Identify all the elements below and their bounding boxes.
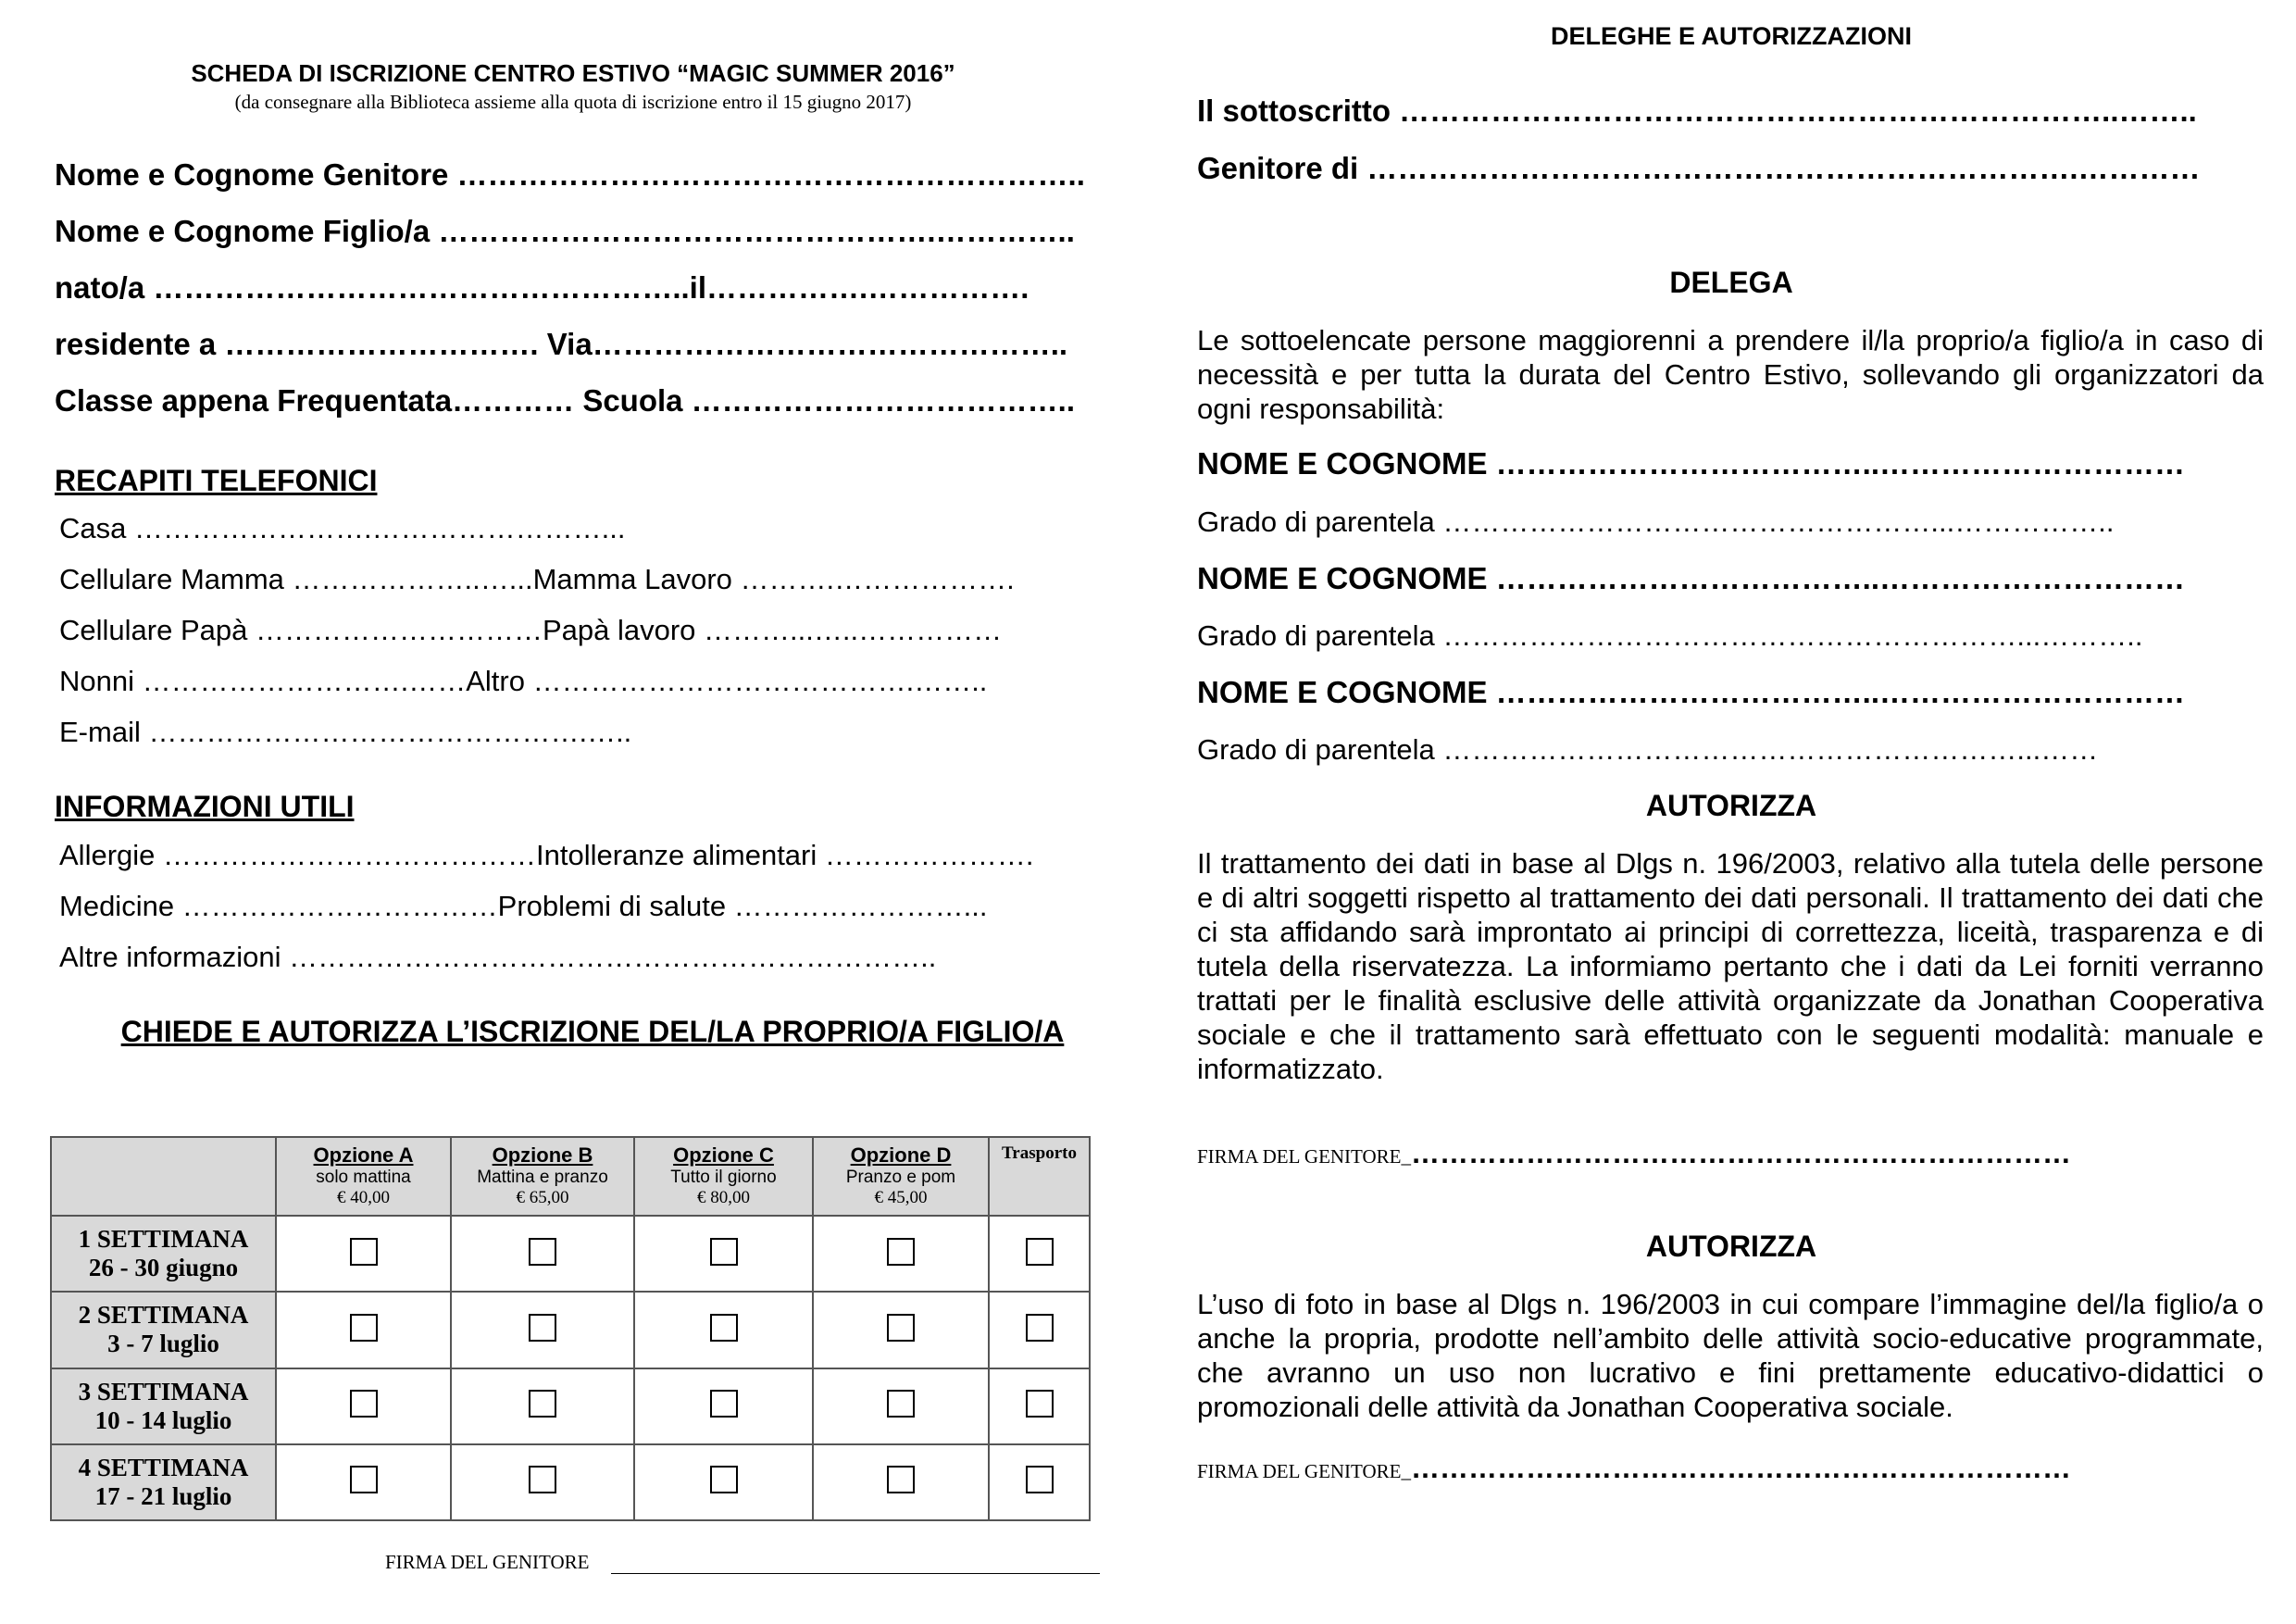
allergies-field[interactable]: Allergie …………………………………Intolleranze alimentari …………………. bbox=[59, 839, 1034, 871]
delegate-relation-field[interactable]: Grado di parentela ……………………………………………………...……….. bbox=[1197, 619, 2143, 652]
useful-info-heading: INFORMAZIONI UTILI bbox=[55, 790, 355, 823]
privacy-signature[interactable]: FIRMA DEL GENITORE_…………………………………………………………… bbox=[1197, 1137, 2071, 1169]
delegate-name-field[interactable]: NOME E COGNOME ………………………………..………………………… bbox=[1197, 561, 2186, 595]
delegate-relation-field[interactable]: Grado di parentela ……………………………………………...…………….. bbox=[1197, 506, 2115, 538]
delegate-name-field[interactable]: NOME E COGNOME ………………………………..………………………… bbox=[1197, 675, 2186, 709]
options-header-row bbox=[51, 1137, 1090, 1216]
week-label: 2 SETTIMANA 3 - 7 luglio bbox=[51, 1292, 276, 1368]
week4-option-c-checkbox[interactable] bbox=[710, 1466, 738, 1493]
week3-option-b-checkbox[interactable] bbox=[529, 1390, 556, 1418]
delega-text: Le sottoelencate persone maggiorenni a prendere il/la proprio/a figlio/a in caso di necessità e per tutta la durata del Centro Estivo, sollevando gli organizzatori da ogni responsabilità: bbox=[1197, 324, 2264, 425]
delegate-name-field[interactable]: NOME E COGNOME ………………………………..………………………… bbox=[1197, 446, 2186, 481]
week-label: 4 SETTIMANA 17 - 21 luglio bbox=[51, 1444, 276, 1520]
residence-field[interactable]: residente a …………………………. Via……………………………………….. bbox=[55, 327, 1068, 361]
week-label: 3 SETTIMANA 10 - 14 luglio bbox=[51, 1368, 276, 1444]
week2-transport-checkbox[interactable] bbox=[1026, 1314, 1054, 1342]
autorizza-heading: AUTORIZZA bbox=[1645, 789, 1817, 822]
delega-heading: DELEGA bbox=[1669, 266, 1793, 299]
week1-option-d-checkbox[interactable] bbox=[887, 1238, 915, 1266]
option-a-header: Opzione A solo mattina € 40,00 bbox=[276, 1137, 451, 1216]
week-row bbox=[51, 1216, 1090, 1292]
privacy-text: Il trattamento dei dati in base al Dlgs n. 196/2003, relativo alla tutela delle persone e di altri soggetti rispetto al trattamento dei dati personali. Il trattamento dei dati che ci sta affidando sarà improntato ai principi di correttezza, liceità, trasparenza e di tutela della riservatezza. La informiamo pertanto che i dati da Lei forniti verranno trattati per le finalità esclusive delle attività organizzate da Jonathan Cooperativa sociale e che il trattamento sarà effettuato con le seguenti modalità: manuale e informatizzato. bbox=[1197, 847, 2264, 1085]
birth-field[interactable]: nato/a ……………………………………………..il…………….……………. bbox=[55, 270, 1029, 305]
delegate-relation-field[interactable]: Grado di parentela ……………………………………………………...…… bbox=[1197, 733, 2099, 766]
delegations-title: DELEGHE E AUTORIZZAZIONI bbox=[1550, 22, 1912, 50]
option-b-header: Opzione B Mattina e pranzo € 65,00 bbox=[451, 1137, 634, 1216]
other-info-field[interactable]: Altre informazioni ………………………………………………………….. bbox=[59, 941, 937, 973]
week4-option-b-checkbox[interactable] bbox=[529, 1466, 556, 1493]
mother-phone-field[interactable]: Cellulare Mamma ………………..…...Mamma Lavoro ……….………………. bbox=[59, 563, 1015, 595]
option-c-header: Opzione C Tutto il giorno € 80,00 bbox=[634, 1137, 813, 1216]
medicines-field[interactable]: Medicine ……………………………Problemi di salute ……………………... bbox=[59, 890, 988, 922]
form-subtitle: (da consegnare alla Biblioteca assieme alla quota di iscrizione entro il 15 giugno 2017) bbox=[234, 91, 912, 113]
phone-contacts-heading: RECAPITI TELEFONICI bbox=[55, 464, 378, 497]
week4-option-a-checkbox[interactable] bbox=[350, 1466, 378, 1493]
week3-option-c-checkbox[interactable] bbox=[710, 1390, 738, 1418]
week2-option-a-checkbox[interactable] bbox=[350, 1314, 378, 1342]
week1-option-b-checkbox[interactable] bbox=[529, 1238, 556, 1266]
week2-option-d-checkbox[interactable] bbox=[887, 1314, 915, 1342]
home-phone-field[interactable]: Casa …………………….……………………... bbox=[59, 512, 626, 544]
week1-transport-checkbox[interactable] bbox=[1026, 1238, 1054, 1266]
father-phone-field[interactable]: Cellulare Papà …………………………Papà lavoro ………...…..…………… bbox=[59, 614, 1003, 646]
week-row bbox=[51, 1444, 1090, 1520]
signature-line[interactable] bbox=[611, 1573, 1100, 1574]
week3-option-d-checkbox[interactable] bbox=[887, 1390, 915, 1418]
enrollment-request-heading: CHIEDE E AUTORIZZA L’ISCRIZIONE DEL/LA PROPRIO/A FIGLIO/A bbox=[120, 1015, 1065, 1048]
week-row bbox=[51, 1292, 1090, 1368]
photo-consent-text: L’uso di foto in base al Dlgs n. 196/2003 in cui compare l’immagine del/la figlio/a o anche la propria, prodotte nell’ambito delle attività socio-educative programmate, che avranno un uso non lucrativo e fini prettamente educativo-didattici o promozionali delle attività da Jonathan Cooperativa sociale. bbox=[1197, 1288, 2264, 1423]
parent-name-field[interactable]: Nome e Cognome Genitore …………………………………………………….. bbox=[55, 157, 1085, 192]
signature-label: FIRMA DEL GENITORE bbox=[385, 1551, 590, 1573]
photo-signature[interactable]: FIRMA DEL GENITORE_…………………………………………………………… bbox=[1197, 1452, 2071, 1484]
week3-transport-checkbox[interactable] bbox=[1026, 1390, 1054, 1418]
form-title: SCHEDA DI ISCRIZIONE CENTRO ESTIVO “MAGIC SUMMER 2016” bbox=[191, 59, 955, 87]
transport-header: Trasporto bbox=[989, 1137, 1090, 1216]
grandparents-phone-field[interactable]: Nonni ……………………….……Altro ………………………………….…….. bbox=[59, 665, 988, 697]
class-school-field[interactable]: Classe appena Frequentata………… Scuola ……………………………….. bbox=[55, 383, 1076, 418]
week1-option-a-checkbox[interactable] bbox=[350, 1238, 378, 1266]
option-d-header: Opzione D Pranzo e pom € 45,00 bbox=[813, 1137, 989, 1216]
child-name-field[interactable]: Nome e Cognome Figlio/a ………………………………………….………….. bbox=[55, 214, 1075, 248]
week4-option-d-checkbox[interactable] bbox=[887, 1466, 915, 1493]
week3-option-a-checkbox[interactable] bbox=[350, 1390, 378, 1418]
options-table bbox=[50, 1136, 1091, 1521]
corner-cell bbox=[51, 1137, 276, 1216]
email-field[interactable]: E-mail ……………………………………….….. bbox=[59, 716, 632, 748]
week-label: 1 SETTIMANA 26 - 30 giugno bbox=[51, 1216, 276, 1292]
week4-transport-checkbox[interactable] bbox=[1026, 1466, 1054, 1493]
photo-autorizza-heading: AUTORIZZA bbox=[1645, 1230, 1817, 1263]
week1-option-c-checkbox[interactable] bbox=[710, 1238, 738, 1266]
week2-option-b-checkbox[interactable] bbox=[529, 1314, 556, 1342]
undersigned-field[interactable]: Il sottoscritto ……………………………………………………………..…….. bbox=[1197, 94, 2197, 128]
week2-option-c-checkbox[interactable] bbox=[710, 1314, 738, 1342]
week-row bbox=[51, 1368, 1090, 1444]
parent-of-field[interactable]: Genitore di …………………………………………………………….………… bbox=[1197, 151, 2201, 185]
